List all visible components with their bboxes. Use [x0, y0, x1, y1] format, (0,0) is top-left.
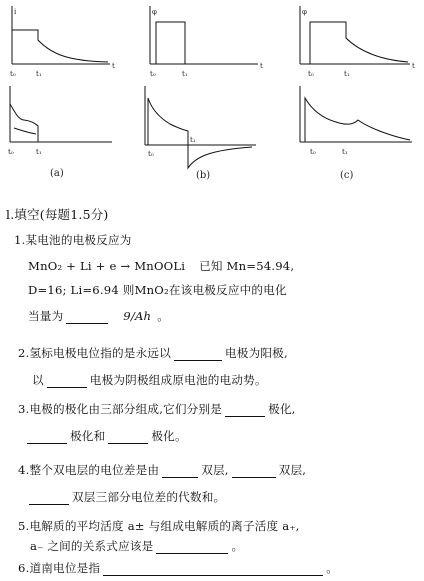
caption-c: (c): [340, 170, 354, 181]
tick-c-bot-t0: t₀: [310, 148, 316, 156]
q1-line4: [28, 308, 169, 324]
tick-c-bot-t1: t₁: [342, 148, 348, 156]
q6-line1: [18, 560, 338, 576]
q5-line2: [30, 538, 243, 554]
q3-text-b: 极化,: [268, 402, 296, 416]
axis-t-a-top: t: [112, 62, 115, 70]
curve-a-bot: [10, 104, 38, 142]
tick-b-top-t0: t₀: [150, 70, 156, 78]
q4-text-d: 双层三部分电位差的代数和。: [72, 490, 226, 504]
q1-line4-text: 当量为: [28, 309, 64, 323]
q3-blank-1[interactable]: [225, 404, 265, 417]
q4-text-c: 双层,: [278, 463, 307, 477]
q6-text-b: 。: [326, 561, 339, 575]
caption-a: (a): [50, 168, 64, 179]
q3-line2: [24, 428, 187, 444]
axis-label-b-top: φ: [152, 8, 157, 16]
q5-line1: 5.电解质的平均活度 a± 与组成电解质的离子活度 a₊,: [18, 519, 300, 533]
q1-line1: 1.某电池的电极反应为: [14, 233, 132, 247]
q4-text-a: 4.整个双电层的电位差是由: [18, 463, 160, 477]
axis-label-a-top: i: [14, 8, 17, 16]
tick-a-bot-t0: t₀: [8, 148, 14, 156]
q5-text-a: a₋ 之间的关系式应该是: [30, 539, 154, 553]
q1-note: 已知 Mn=54.94,: [199, 259, 295, 273]
q2-line1: [18, 345, 288, 361]
q3-text-c: 极化和: [70, 429, 106, 443]
tick-a-bot-t1: t₁: [36, 148, 42, 156]
q1-end: 。: [157, 309, 170, 323]
q2-text-a: 2.氢标电极电位指的是永远以: [18, 346, 171, 360]
q5-blank[interactable]: [156, 541, 228, 554]
q4-blank-3[interactable]: [29, 492, 69, 505]
q4-text-b: 双层,: [201, 463, 229, 477]
curve-b-top: [150, 22, 256, 64]
q4-line1: [18, 462, 306, 478]
q1-answer: 9/Ah: [123, 309, 152, 323]
q3-line1: [18, 401, 296, 417]
section-title: l.填空(每题1.5分): [6, 207, 109, 222]
q3-text-d: 极化。: [151, 429, 187, 443]
q1-line3: D=16; Li=6.94 则MnO₂在该电极反应中的电化: [28, 283, 287, 297]
caption-b: (b): [196, 170, 211, 181]
q4-line2: [26, 489, 225, 505]
q2-blank-1[interactable]: [174, 348, 222, 361]
q3-text-a: 3.电极的极化由三部分组成,它们分别是: [18, 402, 223, 416]
tick-b-bot-t1: t₁: [190, 136, 196, 144]
axis-label-c-top: φ: [302, 8, 307, 16]
q1-blank[interactable]: [66, 311, 108, 324]
q2-blank-2[interactable]: [47, 375, 87, 388]
q3-blank-3[interactable]: [108, 431, 148, 444]
q1-line2: [28, 258, 294, 274]
q2-line2: [32, 372, 267, 388]
q4-blank-1[interactable]: [162, 465, 198, 478]
curve-b-bot: [148, 98, 252, 168]
tick-c-top-t0: t₀: [308, 70, 314, 78]
curve-c-bot: [305, 98, 410, 142]
q3-blank-2[interactable]: [27, 431, 67, 444]
q2-text-d: 电极为阴极组成原电池的电动势。: [89, 373, 267, 387]
axis-t-b-top: t: [260, 62, 263, 70]
q2-text-c: 以: [32, 373, 44, 387]
axis-t-c-top: t: [412, 62, 415, 70]
q1-equation: MnO₂ + Li + e → MnOOLi: [28, 259, 186, 273]
q6-blank[interactable]: [103, 563, 323, 576]
curve-a-top: [12, 30, 108, 62]
tick-c-top-t1: t₁: [344, 70, 350, 78]
tick-a-top-t0: t₀: [10, 70, 16, 78]
curve-c-top: [300, 22, 408, 64]
tick-b-bot-t0: t₀: [148, 150, 154, 158]
q5-text-b: 。: [231, 539, 244, 553]
tick-b-top-t1: t₁: [182, 70, 188, 78]
q6-text-a: 6.道南电位是指: [18, 561, 101, 575]
q4-blank-2[interactable]: [232, 465, 276, 478]
tick-a-top-t1: t₁: [36, 70, 42, 78]
q2-text-b: 电极为阳极,: [225, 346, 288, 360]
